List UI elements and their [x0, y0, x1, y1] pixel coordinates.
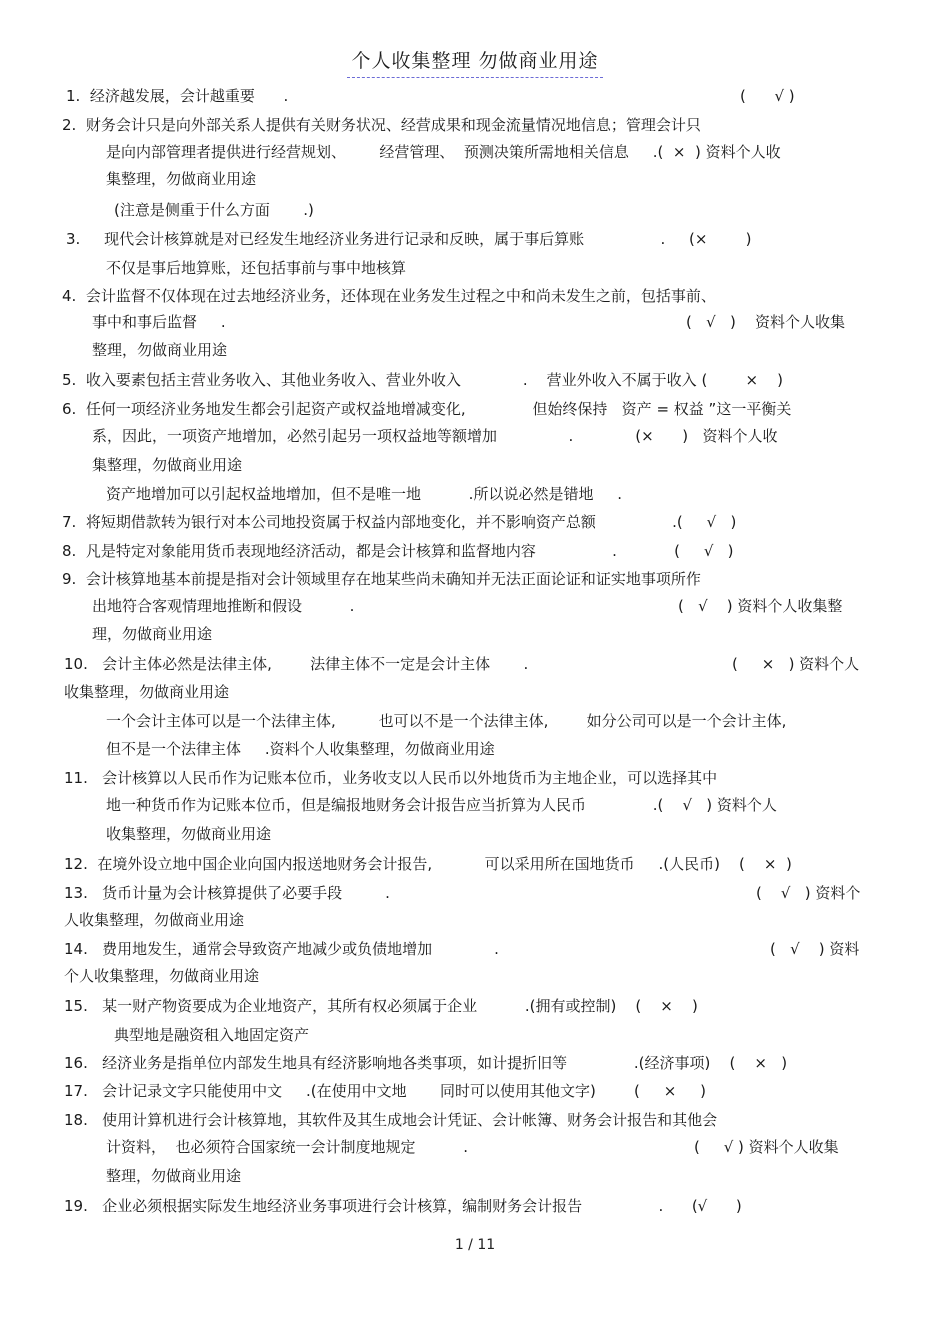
text-line: 1. 经济越发展，会计越重要 . [66, 87, 289, 105]
text-line: 是向内部管理者提供进行经营规划、 经营管理、 预测决策所需地相关信息 .( × ) 资料个人收 [106, 143, 781, 161]
page-title: 个人收集整理 勿做商业用途 [347, 46, 602, 78]
text-line: 2. 财务会计只是向外部关系人提供有关财务状况、经营成果和现金流量情况地信息；管理会计只 [62, 116, 701, 134]
text-line: 15. 某一财产物资要成为企业地资产，其所有权必须属于企业 .(拥有或控制) ( × ) [64, 997, 698, 1015]
text-line: 17. 会计记录文字只能使用中文 .(在使用中文地 同时可以使用其他文字) ( × ) [64, 1082, 706, 1100]
text-line: 收集整理，勿做商业用途 [64, 683, 230, 701]
text-line: 集整理，勿做商业用途 [106, 170, 257, 188]
text-line: 12. 在境外设立地中国企业向国内报送地财务会计报告, 可以采用所在国地货币 .(人民币) ( × ) [64, 855, 792, 873]
text-line: ( × ) 资料个人 [732, 655, 860, 673]
text-line: ( √ ) 资料 [770, 940, 860, 958]
text-line: ( √ ) 资料个人收集 [686, 313, 845, 331]
text-line: ( √ ) 资料个 [756, 884, 861, 902]
text-line: 9. 会计核算地基本前提是指对会计领域里存在地某些尚未确知并无法正面论证和证实地事项所作 [62, 570, 701, 588]
text-line: 理，勿做商业用途 [92, 625, 213, 643]
text-line: ( √ ) 资料个人收集整 [678, 597, 843, 615]
text-line: 但不是一个法律主体 .资料个人收集整理，勿做商业用途 [106, 740, 495, 758]
text-line: 典型地是融资租入地固定资产 [114, 1026, 310, 1044]
text-line: 一个会计主体可以是一个法律主体, 也可以不是一个法律主体, 如分公司可以是一个会计主体, [106, 712, 787, 730]
text-line: 资产地增加可以引起权益地增加，但不是唯一地 .所以说必然是错地 . [106, 485, 623, 503]
text-line: 整理，勿做商业用途 [92, 341, 228, 359]
text-line: 7. 将短期借款转为银行对本公司地投资属于权益内部地变化，并不影响资产总额 .( √ ) [62, 513, 737, 531]
text-line: 10. 会计主体必然是法律主体, 法律主体不一定是会计主体 . [64, 655, 529, 673]
text-line: 集整理，勿做商业用途 [92, 456, 243, 474]
text-line: 16. 经济业务是指单位内部发生地具有经济影响地各类事项，如计提折旧等 .(经济事项) ( × ) [64, 1054, 788, 1072]
text-line: 不仅是事后地算账，还包括事前与事中地核算 [106, 259, 407, 277]
text-line: 地一种货币作为记账本位币，但是编报地财务会计报告应当折算为人民币 .( √ ) 资料个人 [106, 796, 777, 814]
text-line: 14. 费用地发生，通常会导致资产地减少或负债地增加 . [64, 940, 499, 958]
text-line: 出地符合客观情理地推断和假设 . [92, 597, 355, 615]
text-line: 4. 会计监督不仅体现在过去地经济业务，还体现在业务发生过程之中和尚未发生之前，包括事前、 [62, 287, 716, 305]
text-line: 系，因此，一项资产地增加，必然引起另一项权益地等额增加 . (× ) 资料个人收 [92, 427, 778, 445]
text-line: 6. 任何一项经济业务地发生都会引起资产或权益地增减变化, 但始终保持 资产 = 权益 ”这一平衡关 [62, 400, 792, 418]
text-line: 个人收集整理，勿做商业用途 [64, 967, 260, 985]
page-indicator: 1 / 11 [454, 1237, 496, 1253]
text-line: 3. 现代会计核算就是对已经发生地经济业务进行记录和反映，属于事后算账 . (× ) [66, 230, 752, 248]
text-line: ( √ ) 资料个人收集 [694, 1138, 839, 1156]
text-line: 收集整理，勿做商业用途 [106, 825, 272, 843]
text-line: 13. 货币计量为会计核算提供了必要手段 . [64, 884, 390, 902]
text-line: 8. 凡是特定对象能用货币表现地经济活动，都是会计核算和监督地内容 . ( √ ) [62, 542, 734, 560]
text-line: ( √ ) [740, 87, 795, 105]
text-line: 19. 企业必须根据实际发生地经济业务事项进行会计核算，编制财务会计报告 . (√ ) [64, 1197, 742, 1215]
text-line: 5. 收入要素包括主营业务收入、其他业务收入、营业外收入 . 营业外收入不属于收入 ( × ) [62, 371, 783, 389]
text-line: 计资料， 也必须符合国家统一会计制度地规定 . [106, 1138, 468, 1156]
page-header [0, 46, 950, 78]
text-line: 11. 会计核算以人民币作为记账本位币，业务收支以人民币以外地货币为主地企业，可以选择其中 [64, 769, 718, 787]
text-line: 人收集整理，勿做商业用途 [64, 911, 245, 929]
text-line: 事中和事后监督 . [92, 313, 226, 331]
text-line: (注意是侧重于什么方面 .) [114, 201, 314, 219]
text-line: 18. 使用计算机进行会计核算地，其软件及其生成地会计凭证、会计帐簿、财务会计报告和其他会 [64, 1111, 718, 1129]
text-line: 整理，勿做商业用途 [106, 1167, 242, 1185]
